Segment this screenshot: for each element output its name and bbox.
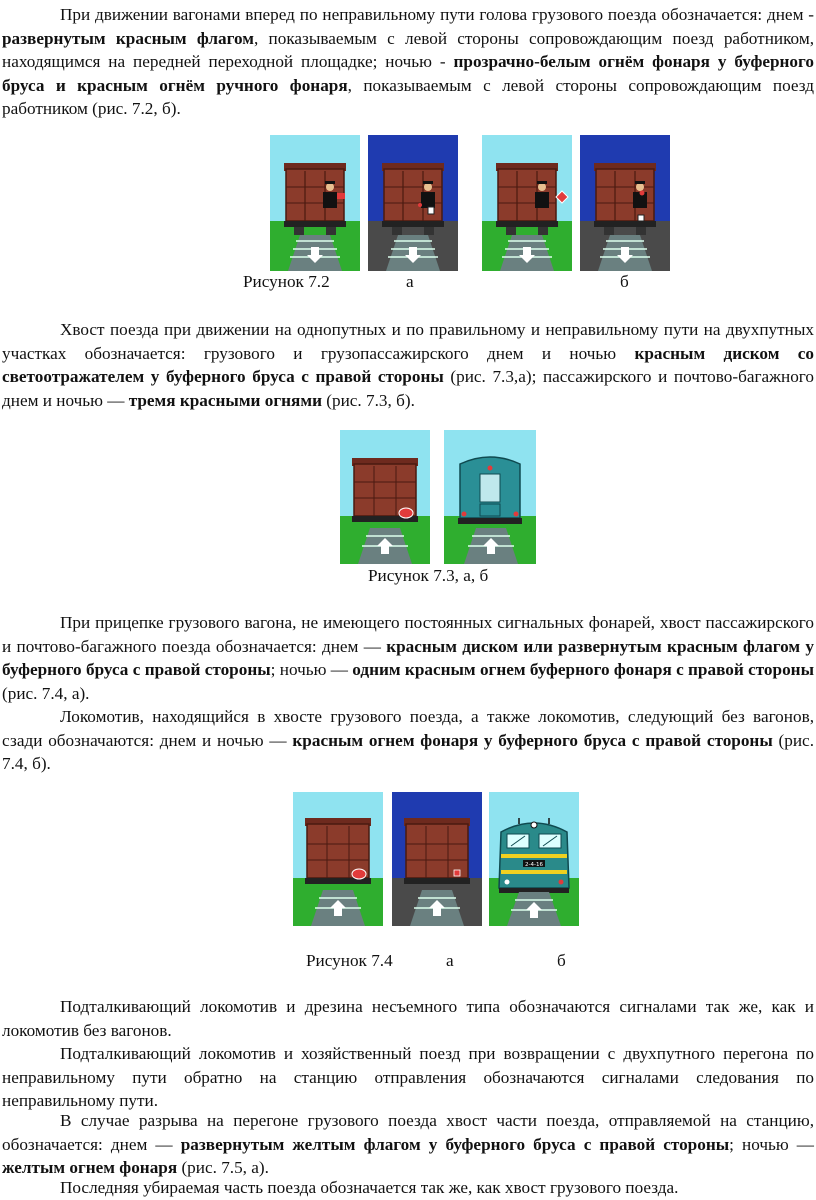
paragraph-6: Подталкивающий локомотив и хозяйственный поезд при возвращении с двухпутного перегона по неправильному пути обратно на станцию отправления обозначаются сигналами следования по неправильному пути. <box>2 1044 814 1110</box>
figure-7-3-illustration <box>340 430 536 564</box>
figure-7-4-caption: Рисунок 7.4 <box>306 951 393 970</box>
paragraph-8: Последняя убираемая часть поезда обозначается так же, как хвост грузового поезда. <box>60 1178 679 1197</box>
paragraph-5: Подталкивающий локомотив и дрезина несъемного типа обозначаются сигналами так же, как и локомотив без вагонов. <box>2 997 814 1040</box>
figure-7-2 <box>270 135 670 271</box>
figure-7-2-label-b: б <box>620 272 629 291</box>
paragraph-4: Локомотив, находящийся в хвосте грузового поезда, а также локомотив, следующий без вагонов, сзади обозначаются: днем и ночью — красным огнем фонаря у буферного бруса с правой стороны (рис. 7.4, б). <box>2 707 814 773</box>
figure-7-2-caption: Рисунок 7.2 <box>243 272 330 291</box>
paragraph-1: При движении вагонами вперед по неправильному пути голова грузового поезда обозначается: днем - развернутым красным флагом, показываемым с левой стороны сопровождающим поезд работником, находящимся на передней переходной площадке; ночью - прозрачно-белым огнём фонаря у буферного бруса и красным огнём ручного фонаря, показываемым с левой стороны сопровождающим поезд работником (рис. 7.2, б). <box>2 5 815 118</box>
figure-7-4-illustration <box>293 792 579 926</box>
figure-7-4-label-b: б <box>557 951 566 970</box>
figure-7-4 <box>293 792 579 926</box>
figure-7-4-label-a: а <box>446 951 454 970</box>
figure-7-2-illustration <box>270 135 670 271</box>
figure-7-3-caption: Рисунок 7.3, а, б <box>368 566 489 585</box>
paragraph-2: Хвост поезда при движении на однопутных и по правильному и неправильному пути на двухпутных участках обозначается: грузового и грузопассажирского днем и ночью красным диском со светоотражателем у буферного бруса с правой стороны (рис. 7.3,а); пассажирского и почтово-багажного днем и ночью — тремя красными огнями (рис. 7.3, б). <box>2 320 815 410</box>
paragraph-3: При прицепке грузового вагона, не имеющего постоянных сигнальных фонарей, хвост пассажирского и почтово-багажного поезда обозначается: днем — красным диском или развернутым красным флагом у буферного бруса с правой стороны; ночью — одним красным огнем буферного фонаря с правой стороны (рис. 7.4, а). <box>2 613 814 703</box>
loco-number: 2-4-16 <box>525 862 543 868</box>
figure-7-2-label-a: а <box>406 272 414 291</box>
figure-7-3 <box>340 430 536 564</box>
paragraph-7: В случае разрыва на перегоне грузового поезда хвост части поезда, отправляемой на станцию, обозначается: днем — развернутым желтым флагом у буферного бруса с правой стороны; ночью — желтым огнем фонаря (рис. 7.5, а). <box>2 1111 814 1177</box>
